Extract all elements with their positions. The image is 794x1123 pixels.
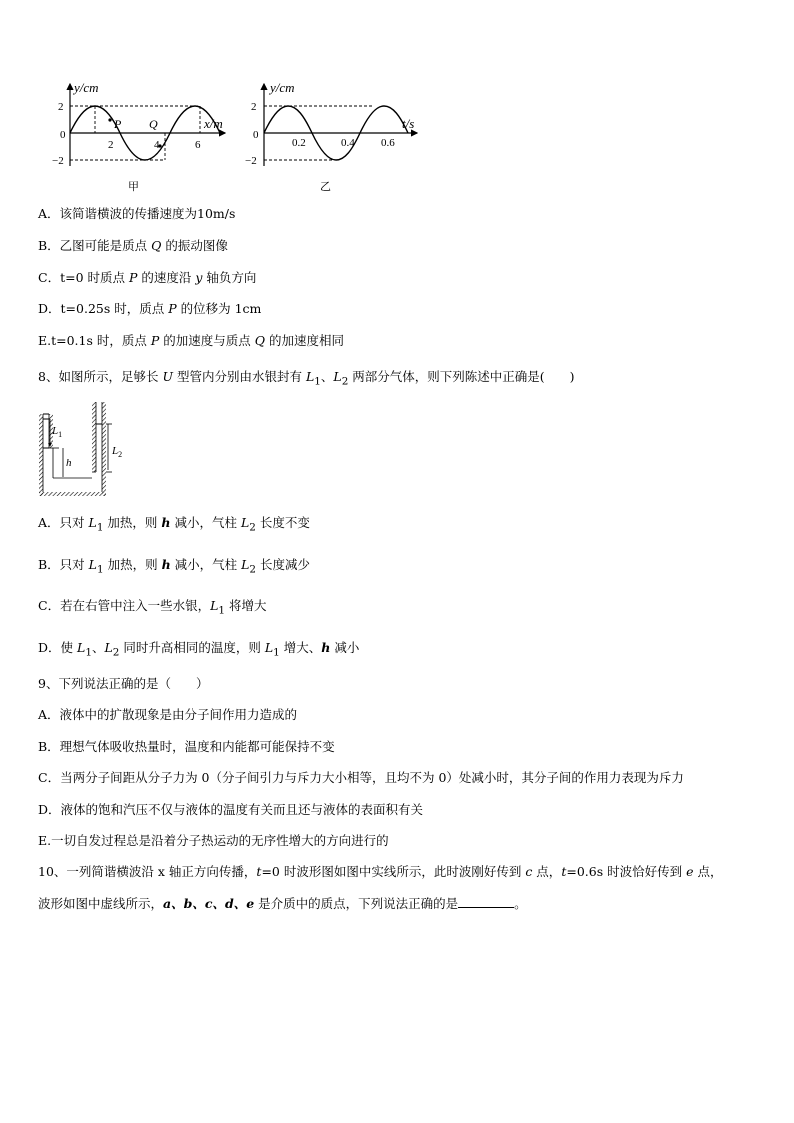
label-q: Q bbox=[149, 117, 158, 131]
y-tick-neg2: −2 bbox=[245, 155, 257, 167]
t-tick-0-4: 0.4 bbox=[341, 137, 355, 149]
x-tick-6: 6 bbox=[195, 139, 201, 151]
y-tick-0: 0 bbox=[253, 129, 259, 141]
q9-option-b: B．理想气体吸收热量时，温度和内能都可能保持不变 bbox=[38, 739, 335, 754]
t-axis-label: t/s bbox=[402, 116, 415, 131]
q8-option-d: D．使 $L_1$、$L_2$ 同时升高相同的温度，则 $L_1$ 增大、h 减小 bbox=[38, 640, 360, 659]
t-tick-0-6: 0.6 bbox=[381, 137, 395, 149]
q8-option-c: C．若在右管中注入一些水银，$L_1$ 将增大 bbox=[38, 598, 267, 617]
point-p bbox=[108, 118, 111, 121]
q10-stem-line1: 10、一列简谐横波沿 x 轴正方向传播，t=0 时波形图如图中实线所示，此时波刚好传到 c 点，t=0.6s 时波恰好传到 e 点， bbox=[38, 864, 723, 879]
q7-option-a: A．该简谐横波的传播速度为10m/s bbox=[38, 206, 236, 221]
y-tick-neg2: −2 bbox=[52, 155, 64, 167]
answer-blank[interactable] bbox=[458, 896, 514, 908]
figure-jia-wave-graph bbox=[40, 78, 240, 196]
q8-option-a: A．只对 $L_1$ 加热，则 h 减小，气柱 $L_2$ 长度不变 bbox=[38, 515, 310, 534]
q8-stem: 8、如图所示，足够长 U 型管内分别由水银封有 $L_1$、$L_2$ 两部分气体，则下列陈述中正确是( ) bbox=[38, 369, 575, 388]
q7-option-c: C．t=0 时质点 P 的速度沿 y 轴负方向 bbox=[38, 270, 257, 285]
q9-option-d: D．液体的饱和汽压不仅与液体的温度有关而且还与液体的表面积有关 bbox=[38, 802, 424, 817]
q7-option-b: B．乙图可能是质点 Q 的振动图像 bbox=[38, 238, 228, 253]
q9-option-c: C．当两分子间距从分子力为 0（分子间引力与斥力大小相等，且均不为 0）处减小时，其分子间的作用力表现为斥力 bbox=[38, 770, 684, 785]
x-tick-4: 4 bbox=[154, 139, 160, 151]
y-tick-2: 2 bbox=[251, 101, 257, 113]
q9-stem: 9、下列说法正确的是（ ） bbox=[38, 676, 209, 691]
figure-yi-vibration-graph bbox=[232, 78, 432, 196]
y-axis-label: y/cm bbox=[270, 80, 295, 95]
y-axis-label: y/cm bbox=[74, 80, 99, 95]
label-p: P bbox=[114, 117, 122, 131]
q8-option-b: B．只对 $L_1$ 加热，则 h 减小，气柱 $L_2$ 长度减少 bbox=[38, 557, 311, 576]
t-tick-0-2: 0.2 bbox=[292, 137, 306, 149]
q7-option-e: E.t=0.1s 时，质点 P 的加速度与质点 Q 的加速度相同 bbox=[38, 333, 344, 348]
caption-yi: 乙 bbox=[320, 181, 331, 193]
y-tick-2: 2 bbox=[58, 101, 64, 113]
x-axis-label: x/m bbox=[204, 116, 223, 131]
x-tick-2: 2 bbox=[108, 139, 114, 151]
caption-jia: 甲 bbox=[128, 181, 139, 193]
label-h: h bbox=[66, 457, 72, 469]
q7-option-d: D．t=0.25s 时，质点 P 的位移为 1cm bbox=[38, 301, 262, 316]
q10-stem-line2: 波形如图中虚线所示，a、b、c、d、e 是介质中的质点，下列说法正确的是 。 bbox=[38, 896, 527, 911]
y-tick-0: 0 bbox=[60, 129, 66, 141]
q9-option-a: A．液体中的扩散现象是由分子间作用力造成的 bbox=[38, 707, 298, 722]
label-l2: $L_2$ bbox=[112, 445, 123, 459]
u-tube-figure bbox=[36, 402, 146, 500]
q9-option-e: E.一切自发过程总是沿着分子热运动的无序性增大的方向进行的 bbox=[38, 833, 389, 848]
label-l1: $L_1$ bbox=[52, 425, 63, 439]
